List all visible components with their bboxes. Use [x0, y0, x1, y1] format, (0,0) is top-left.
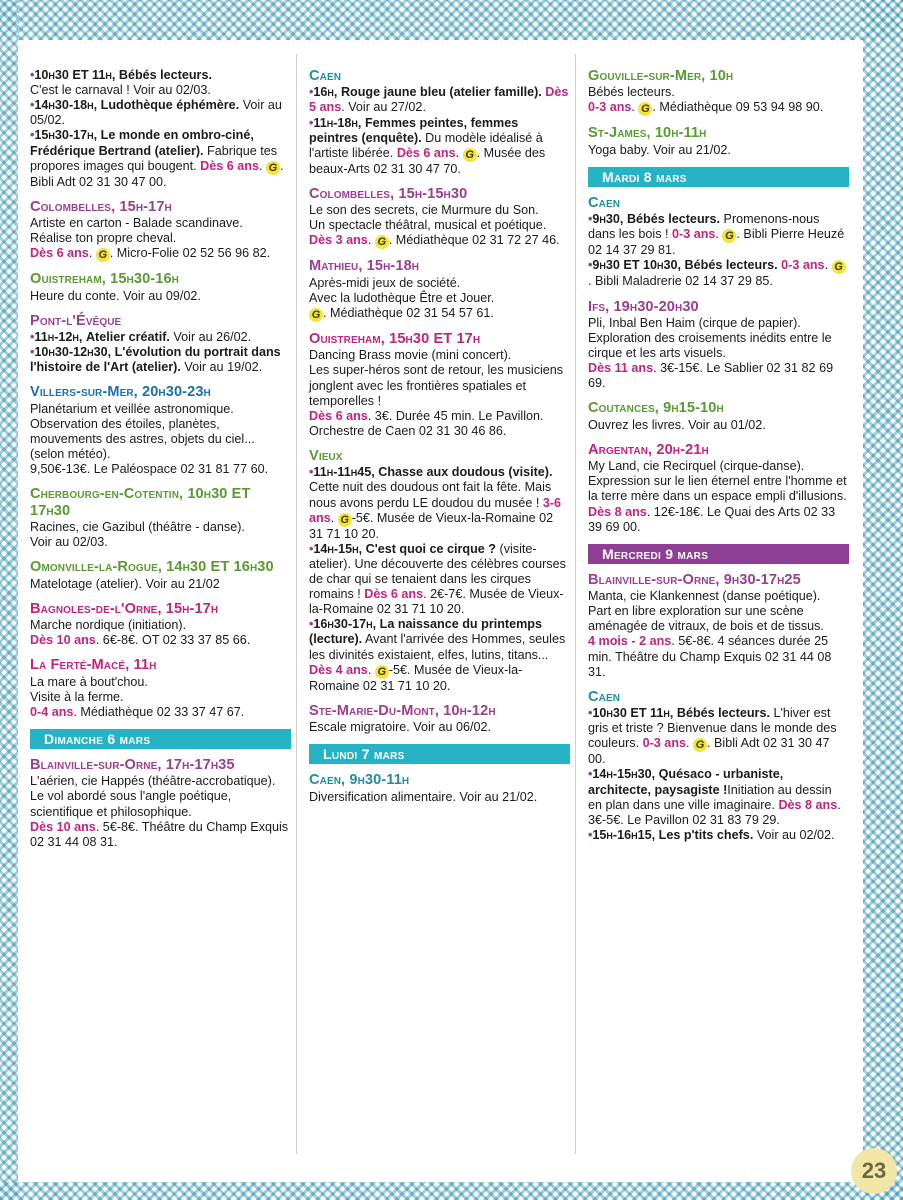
entry-line: 0-3 ans. G . Médiathèque 09 53 94 98 90. [588, 100, 824, 116]
entry-line: Marche nordique (initiation). [30, 618, 187, 633]
entry-city: La Ferté-Macé, 11h [30, 657, 157, 674]
entry-line: •11h-11h45, Chasse aux doudous (visite). Cette nuit des doudous ont fait la fête. Mais nous avons perdu LE doudou du musée ! 3-6 ans. G -5€. Musée de Vieux-la-Romaine 02 31 71 10 20. [309, 465, 562, 541]
entry-city: Argentan, 20h-21h [588, 441, 709, 458]
entry-city: Caen [588, 194, 621, 211]
entry-line: Les super-héros sont de retour, les musiciens jonglent avec les frontières spatiales et temporelles ! [309, 363, 564, 408]
entry-line: Racines, cie Gazibul (théâtre - danse). [30, 520, 245, 535]
agenda-entry [309, 68, 570, 177]
entry-line: Dès 10 ans. 6€-8€. OT 02 33 37 85 66. [30, 633, 251, 648]
agenda-entry [30, 313, 291, 376]
decorative-border-bottom [0, 1182, 903, 1200]
entry-line: Observation des étoiles, planètes, mouvements des astres, objets du ciel... (selon météo). [30, 416, 255, 462]
agenda-entry [588, 68, 849, 116]
agenda-entry [588, 689, 849, 843]
entry-line: Artiste en carton - Balade scandinave. [30, 216, 243, 231]
entry-city: Ouistreham, 15h30 ET 17h [309, 331, 481, 348]
entry-city: Colombelles, 15h-15h30 [309, 185, 468, 202]
agenda-entry [588, 125, 849, 157]
entry-line: Dès 3 ans. G . Médiathèque 02 31 72 27 46. [309, 233, 560, 249]
entry-line: Pli, Inbal Ben Haim (cirque de papier). [588, 315, 801, 330]
entry-line: Manta, cie Klankennest (danse poétique). [588, 589, 821, 604]
entry-city: Ste-Marie-Du-Mont, 10h-12h [309, 702, 496, 719]
agenda-column [309, 68, 574, 1153]
agenda-entry [30, 384, 291, 477]
entry-city: St-James, 10h-11h [588, 125, 707, 142]
day-heading: Dimanche 6 mars [30, 729, 291, 749]
entry-line: Exploration des croisements inédits entre le cirque et les arts visuels. [588, 331, 832, 361]
entry-line: Escale migratoire. Voir au 06/02. [309, 720, 492, 735]
entry-line: Dès 11 ans. 3€-15€. Le Sablier 02 31 82 69 69. [588, 361, 834, 391]
agenda-entry [30, 199, 291, 263]
entry-line: Matelotage (atelier). Voir au 21/02 [30, 576, 220, 591]
agenda-columns [30, 68, 855, 1153]
entry-line: •11h-12h, Atelier créatif. Voir au 26/02. [30, 330, 252, 345]
agenda-entry [30, 657, 291, 720]
entry-line: •9h30 ET 10h30, Bébés lecteurs. 0-3 ans. G. Bibli Maladrerie 02 14 37 29 85. [588, 258, 849, 289]
entry-city: Colombelles, 15h-17h [30, 198, 172, 215]
entry-line: Le vol abordé sous l'angle poétique, scientifique et philosophique. [30, 789, 232, 819]
entry-line: •15h30-17h, Le monde en ombro-ciné, Frédérique Bertrand (atelier). Fabrique tes propores images qui bougent. Dès 6 ans. G . Bibli Adt 02 31 30 47 00. [30, 128, 284, 189]
entry-line: •15h-16h15, Les p'tits chefs. Voir au 02/02. [588, 827, 835, 842]
decorative-border-left [0, 0, 18, 1200]
entry-line: Dès 6 ans. G . Micro-Folie 02 52 56 96 82. [30, 246, 271, 262]
entry-line: Planétarium et veillée astronomique. [30, 401, 234, 416]
agenda-entry [309, 448, 570, 694]
agenda-entry [30, 68, 291, 190]
entry-line: •14h30-18h, Ludothèque éphémère. Voir au 05/02. [30, 98, 282, 128]
agenda-entry [30, 757, 291, 850]
agenda-column [30, 68, 295, 1153]
agenda-entry [30, 601, 291, 649]
entry-city: Bagnoles-de-l'Orne, 15h-17h [30, 600, 219, 617]
entry-line: Dès 10 ans. 5€-8€. Théâtre du Champ Exquis 02 31 44 08 31. [30, 819, 289, 849]
agenda-entry [588, 442, 849, 535]
entry-line: •14h-15h, C'est quoi ce cirque ? (visite-atelier). Une découverte des célèbres courses de char qui se tenaient dans les cirques romains ! Dès 6 ans. 2€-7€. Musée de Vieux-la-Romaine 02 31 71 10 20. [309, 541, 566, 617]
entry-line: Dès 6 ans. 3€. Durée 45 min. Le Pavillon. Orchestre de Caen 02 31 30 46 86. [309, 408, 544, 438]
entry-line: Dancing Brass movie (mini concert). [309, 348, 512, 363]
entry-line: Réalise ton propre cheval. [30, 231, 177, 246]
day-heading: Lundi 7 mars [309, 744, 570, 764]
entry-line: •11h-18h, Femmes peintes, femmes peintres (enquête). Du modèle idéalisé à l'artiste libérée. Dès 6 ans. G . Musée des beaux-Arts 02 31 30 47 70. [309, 115, 546, 176]
agenda-entry [309, 258, 570, 322]
entry-city: Blainville-sur-Orne, 9h30-17h25 [588, 571, 801, 588]
entry-line: Dès 8 ans. 12€-18€. Le Quai des Arts 02 33 39 69 00. [588, 504, 836, 534]
page-content [18, 46, 863, 1182]
entry-line: Visite à la ferme. [30, 689, 124, 704]
entry-city: Cherbourg-en-Cotentin, 10h30 ET 17h30 [30, 486, 251, 519]
entry-line: Expression sur le lien éternel entre l'homme et la terre mère dans un espace empli d'illusions. [588, 474, 847, 504]
decorative-border-right [863, 0, 903, 1200]
entry-line: 0-4 ans. Médiathèque 02 33 37 47 67. [30, 704, 245, 719]
entry-line: Diversification alimentaire. Voir au 21/02. [309, 789, 538, 804]
entry-line: •10h30-12h30, L'évolution du portrait dans l'histoire de l'Art (atelier). Voir au 19/02. [30, 345, 281, 375]
agenda-entry [588, 195, 849, 290]
agenda-entry [309, 186, 570, 250]
entry-city: Ifs, 19h30-20h30 [588, 298, 699, 315]
page-number: 23 [851, 1148, 897, 1194]
entry-line: Ouvrez les livres. Voir au 01/02. [588, 417, 766, 432]
entry-line: •16h, Rouge jaune bleu (atelier famille). Dès 5 ans. Voir au 27/02. [309, 85, 569, 115]
entry-line: Après-midi jeux de société. [309, 275, 461, 290]
entry-line: 9,50€-13€. Le Paléospace 02 31 81 77 60. [30, 462, 269, 477]
agenda-entry [309, 703, 570, 735]
entry-city: Pont-l'Évêque [30, 312, 122, 329]
agenda-entry [30, 486, 291, 550]
entry-line: Heure du conte. Voir au 09/02. [30, 288, 201, 303]
entry-line: 4 mois - 2 ans. 5€-8€. 4 séances durée 25 min. Théâtre du Champ Exquis 02 31 44 08 31. [588, 634, 832, 679]
agenda-entry [309, 331, 570, 439]
entry-city: Blainville-sur-Orne, 17h-17h35 [30, 756, 235, 773]
entry-city: Coutances, 9h15-10h [588, 400, 724, 417]
entry-city: Villers-sur-Mer, 20h30-23h [30, 384, 211, 401]
entry-city: Ouistreham, 15h30-16h [30, 271, 180, 288]
entry-city: Mathieu, 15h-18h [309, 258, 420, 275]
entry-line: L'aérien, cie Happés (théâtre-accrobatique). [30, 774, 276, 789]
entry-city: Vieux [309, 448, 343, 465]
entry-line: Part en libre exploration sur une scène aménagée de vitraux, de bois et de tissus. [588, 604, 824, 634]
entry-line: Avec la ludothèque Être et Jouer. [309, 290, 495, 305]
decorative-border-top [0, 0, 903, 40]
agenda-entry [588, 400, 849, 432]
entry-line: •16h30-17h, La naissance du printemps (lecture). Avant l'arrivée des Hommes, seules les divinités existaient, elfes, lutins, titans... Dès 4 ans. G -5€. Musée de Vieux-la-Romaine 02 31 71 10 20. [309, 617, 566, 693]
agenda-entry [30, 271, 291, 303]
entry-line: •9h30, Bébés lecteurs. Promenons-nous dans les bois ! 0-3 ans. G . Bibli Pierre Heuzé 02 14 37 29 81. [588, 212, 845, 258]
entry-line: Yoga baby. Voir au 21/02. [588, 142, 731, 157]
agenda-entry [588, 299, 849, 392]
entry-line: •14h-15h30, Quésaco - urbaniste, architecte, paysagiste !Initiation au dessin en plan dans une ville imaginaire. Dès 8 ans. 3€-5€. Le Pavillon 02 31 83 79 29. [588, 767, 841, 827]
entry-line: Le son des secrets, cie Murmure du Son. [309, 203, 539, 218]
day-heading: Mercredi 9 mars [588, 544, 849, 564]
entry-line: •10h30 ET 11h, Bébés lecteurs. [30, 68, 212, 82]
agenda-entry [30, 559, 291, 591]
agenda-entry [588, 572, 849, 680]
entry-line: My Land, cie Recirquel (cirque-danse). [588, 459, 805, 474]
entry-city: Caen [588, 688, 621, 705]
entry-city: Caen [309, 68, 342, 84]
agenda-column [588, 68, 853, 1153]
entry-line: La mare à bout'chou. [30, 674, 148, 689]
entry-line: C'est le carnaval ! Voir au 02/03. [30, 83, 211, 98]
entry-city: Caen, 9h30-11h [309, 772, 410, 789]
agenda-entry [309, 772, 570, 804]
entry-city: Omonville-la-Rogue, 14h30 ET 16h30 [30, 559, 274, 576]
entry-line: Un spectacle théâtral, musical et poétique. [309, 218, 547, 233]
day-heading: Mardi 8 mars [588, 167, 849, 187]
entry-line: Bébés lecteurs. [588, 85, 675, 100]
entry-line: G . Médiathèque 02 31 54 57 61. [309, 306, 570, 322]
entry-line: •10h30 ET 11h, Bébés lecteurs. L'hiver est gris et triste ? Bienvenue dans le monde des couleurs. 0-3 ans. G . Bibli Adt 02 31 30 47 00. [588, 706, 837, 767]
entry-line: Voir au 02/03. [30, 535, 108, 550]
entry-city: Gouville-sur-Mer, 10h [588, 68, 734, 84]
